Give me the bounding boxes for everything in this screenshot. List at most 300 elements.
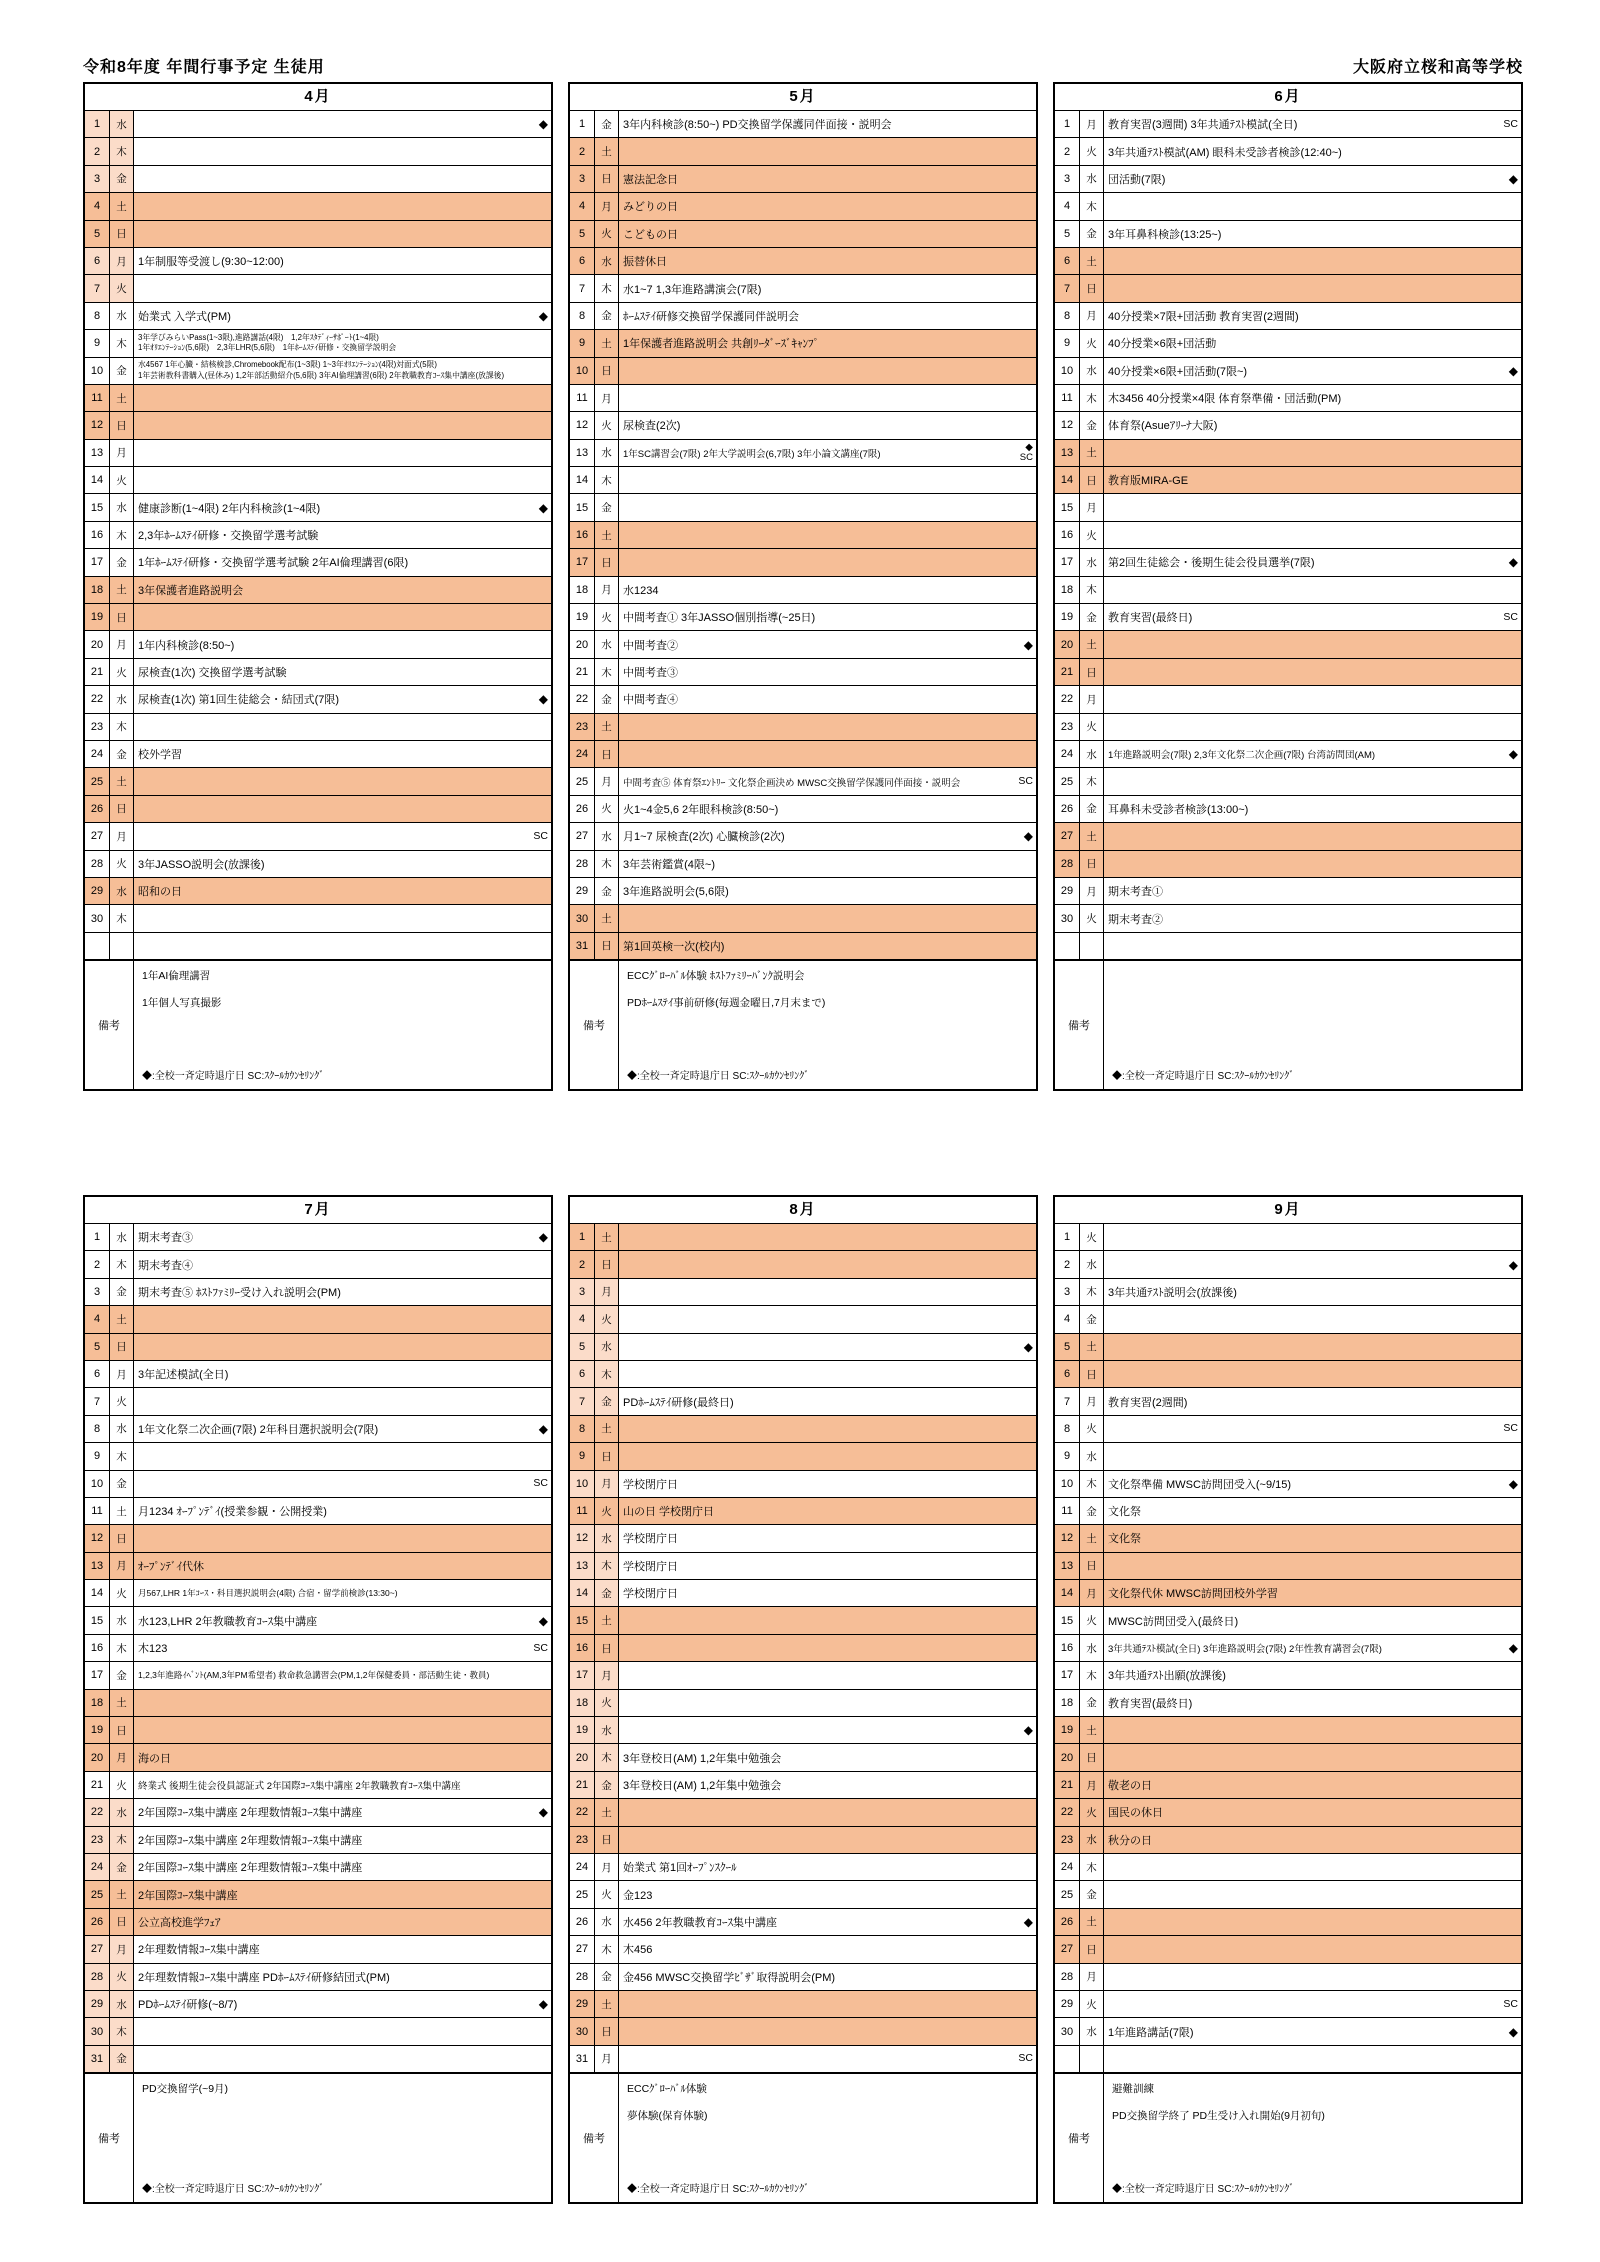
event-cell — [134, 1224, 551, 1250]
weekday-label: 水 — [110, 878, 134, 904]
weekday-label: 火 — [110, 851, 134, 877]
event-cell — [1104, 659, 1521, 685]
event-text: 木3456 40分授業×4限 体育祭準備・団活動(PM) — [1108, 393, 1342, 406]
calendar-row — [1055, 494, 1521, 521]
calendar-row — [85, 1662, 551, 1689]
day-number: 31 — [570, 933, 595, 959]
weekday-label: 木 — [1080, 193, 1104, 219]
day-number: 25 — [1055, 768, 1080, 794]
event-cell — [1104, 851, 1521, 877]
day-number: 30 — [85, 2018, 110, 2044]
deadline-diamond-icon: ◆ — [538, 1421, 548, 1436]
calendar-row — [85, 1854, 551, 1881]
event-cell — [134, 714, 551, 740]
weekday-label: 水 — [1080, 741, 1104, 767]
event-cell — [1104, 275, 1521, 301]
event-cell — [1104, 1416, 1521, 1442]
day-number: 18 — [1055, 1690, 1080, 1716]
event-cell — [619, 933, 1036, 959]
legend-text: ◆:全校一斉定時退庁日 SC:ｽｸｰﾙｶｳﾝｾﾘﾝｸﾞ — [142, 1071, 325, 1083]
event-text: 2年国際ｺｰｽ集中講座 2年理数情報ｺｰｽ集中講座 — [138, 1862, 363, 1875]
event-cell — [134, 1717, 551, 1743]
event-cell — [619, 1881, 1036, 1907]
weekday-label: 水 — [1080, 549, 1104, 575]
calendar-row — [1055, 221, 1521, 248]
day-number: 27 — [1055, 823, 1080, 849]
day-number: 6 — [1055, 1361, 1080, 1387]
event-cell — [1104, 1799, 1521, 1825]
month-table-may — [568, 82, 1038, 1091]
event-marks — [1024, 823, 1033, 849]
weekday-label: 水 — [1080, 1443, 1104, 1469]
event-cell — [619, 111, 1036, 137]
calendar-row — [570, 1881, 1036, 1908]
remarks-label: 備考 — [1055, 961, 1104, 1089]
day-number: 18 — [1055, 577, 1080, 603]
weekday-label: 木 — [110, 522, 134, 548]
weekday-label: 日 — [595, 1827, 619, 1853]
day-number: 29 — [85, 878, 110, 904]
event-text: 中間考査① 3年JASSO個別指導(~25日) — [623, 612, 816, 625]
weekday-label: 金 — [1080, 221, 1104, 247]
event-cell — [1104, 248, 1521, 274]
weekday-label: 土 — [595, 1607, 619, 1633]
event-text: みどりの日 — [623, 201, 678, 214]
calendar-row — [1055, 2046, 1521, 2073]
day-number: 27 — [570, 823, 595, 849]
calendar-row — [1055, 1799, 1521, 1826]
calendar-row — [1055, 1498, 1521, 1525]
weekday-label: 水 — [595, 1525, 619, 1551]
event-cell — [619, 878, 1036, 904]
event-cell — [619, 193, 1036, 219]
calendar-row — [570, 823, 1036, 850]
event-cell — [619, 440, 1036, 466]
day-number: 21 — [85, 1772, 110, 1798]
event-cell — [1104, 1690, 1521, 1716]
calendar-row — [85, 1909, 551, 1936]
calendar-row — [570, 1827, 1036, 1854]
weekday-label — [110, 933, 134, 959]
calendar-row — [1055, 248, 1521, 275]
calendar-row — [570, 1662, 1036, 1689]
weekday-label: 木 — [1080, 577, 1104, 603]
calendar-row — [1055, 1744, 1521, 1771]
weekday-label: 日 — [110, 1525, 134, 1551]
remarks-body — [1104, 961, 1521, 1089]
event-text: PDﾎｰﾑｽﾃｲ研修(~8/7) — [138, 1999, 238, 2012]
event-marks — [1509, 549, 1518, 575]
weekday-label — [1080, 2046, 1104, 2072]
day-number: 5 — [570, 1334, 595, 1360]
day-number: 20 — [1055, 631, 1080, 657]
event-text: 水123,LHR 2年教職教育ｺｰｽ集中講座 — [138, 1615, 318, 1628]
weekday-label: 金 — [110, 1471, 134, 1497]
event-text: 2年国際ｺｰｽ集中講座 — [138, 1889, 238, 1902]
day-number: 22 — [1055, 686, 1080, 712]
event-cell — [619, 412, 1036, 438]
weekday-label: 土 — [110, 385, 134, 411]
calendar-row — [85, 1306, 551, 1333]
day-number: 13 — [570, 1553, 595, 1579]
event-cell — [619, 494, 1036, 520]
day-number: 17 — [85, 549, 110, 575]
event-text: 中間考査③ — [623, 667, 678, 679]
calendar-row — [85, 1936, 551, 1963]
sc-mark: SC — [533, 1477, 548, 1490]
event-text: 期末考査① — [1108, 886, 1163, 899]
day-number: 12 — [570, 412, 595, 438]
weekday-label: 火 — [595, 412, 619, 438]
event-cell — [134, 138, 551, 164]
weekday-label: 木 — [595, 467, 619, 493]
event-cell — [619, 248, 1036, 274]
event-text: 教育実習(最終日) — [1108, 612, 1193, 625]
calendar-row — [570, 138, 1036, 165]
day-number: 19 — [570, 1717, 595, 1743]
weekday-label: 日 — [595, 358, 619, 384]
event-text: 団活動(7限) — [1108, 173, 1166, 186]
event-cell — [619, 1964, 1036, 1990]
event-cell — [1104, 1553, 1521, 1579]
weekday-label: 月 — [1080, 1388, 1104, 1414]
event-cell — [134, 796, 551, 822]
calendar-row — [1055, 1772, 1521, 1799]
event-text: 期末考査② — [1108, 913, 1163, 926]
event-cell — [134, 1991, 551, 2017]
weekday-label: 木 — [110, 1827, 134, 1853]
calendar-row — [1055, 467, 1521, 494]
calendar-row — [1055, 166, 1521, 193]
event-cell — [134, 1251, 551, 1277]
weekday-label: 金 — [110, 1279, 134, 1305]
event-marks — [1509, 1251, 1518, 1277]
weekday-label: 日 — [1080, 851, 1104, 877]
event-cell — [134, 1881, 551, 1907]
weekday-label: 月 — [595, 1662, 619, 1688]
event-marks — [539, 303, 548, 329]
sc-mark: SC — [533, 829, 548, 842]
event-text: 3年登校日(AM) 1,2年集中勉強会 — [623, 1780, 782, 1792]
event-cell — [134, 1334, 551, 1360]
weekday-label: 土 — [595, 522, 619, 548]
event-cell — [1104, 631, 1521, 657]
event-text: 1年ﾎｰﾑｽﾃｲ研修・交換留学選考試験 2年AI倫理講習(6限) — [138, 557, 409, 570]
calendar-row — [570, 358, 1036, 385]
calendar-row — [85, 221, 551, 248]
event-text: 月1234 ｵｰﾌﾟﾝﾃﾞｲ(授業参観・公開授業) — [138, 1506, 327, 1519]
weekday-label: 金 — [110, 358, 134, 384]
event-cell — [619, 796, 1036, 822]
calendar-row — [1055, 631, 1521, 658]
day-number: 2 — [85, 1251, 110, 1277]
day-number: 10 — [570, 1471, 595, 1497]
sc-mark: SC — [1503, 1422, 1518, 1435]
day-number: 16 — [570, 522, 595, 548]
event-cell — [619, 1580, 1036, 1606]
day-number: 6 — [570, 1361, 595, 1387]
day-number: 9 — [1055, 330, 1080, 356]
event-cell — [1104, 166, 1521, 192]
weekday-label: 月 — [1080, 686, 1104, 712]
event-marks — [539, 111, 548, 137]
remarks-row — [85, 960, 551, 1089]
event-text: 体育祭(Asueｱﾘｰﾅ大阪) — [1108, 420, 1218, 433]
day-number: 3 — [1055, 1279, 1080, 1305]
event-cell — [619, 1991, 1036, 2017]
weekday-label: 金 — [110, 166, 134, 192]
day-number: 13 — [570, 440, 595, 466]
weekday-label: 木 — [1080, 1662, 1104, 1688]
weekday-label: 火 — [110, 1388, 134, 1414]
weekday-label: 月 — [1080, 1772, 1104, 1798]
deadline-diamond-icon: ◆ — [1023, 829, 1033, 844]
calendar-row — [1055, 549, 1521, 576]
day-number: 9 — [85, 330, 110, 356]
deadline-diamond-icon: ◆ — [538, 117, 548, 132]
event-cell — [134, 1525, 551, 1551]
day-number: 4 — [85, 193, 110, 219]
calendar-row — [85, 1881, 551, 1908]
event-cell — [619, 659, 1036, 685]
calendar-row — [85, 1607, 551, 1634]
calendar-row — [1055, 1251, 1521, 1278]
calendar-row — [1055, 1471, 1521, 1498]
day-number: 26 — [570, 1909, 595, 1935]
day-number: 8 — [570, 1416, 595, 1442]
weekday-label: 木 — [595, 275, 619, 301]
weekday-label: 土 — [595, 1224, 619, 1250]
event-cell — [134, 467, 551, 493]
calendar-row — [1055, 1690, 1521, 1717]
day-number: 6 — [570, 248, 595, 274]
event-cell — [134, 604, 551, 630]
calendar-row — [85, 111, 551, 138]
weekday-label: 月 — [595, 193, 619, 219]
event-text: 学校閉庁日 — [623, 1560, 678, 1573]
day-number: 11 — [85, 1498, 110, 1524]
calendar-row — [570, 1388, 1036, 1415]
event-cell — [619, 1251, 1036, 1277]
event-cell — [134, 686, 551, 712]
weekday-label: 月 — [110, 631, 134, 657]
calendar-row — [85, 1690, 551, 1717]
day-number: 11 — [570, 385, 595, 411]
deadline-diamond-icon: ◆ — [1508, 171, 1518, 186]
day-number: 20 — [570, 631, 595, 657]
event-cell — [1104, 303, 1521, 329]
event-text — [138, 333, 535, 354]
weekday-label: 月 — [110, 823, 134, 849]
weekday-label: 火 — [1080, 138, 1104, 164]
weekday-label: 火 — [110, 1964, 134, 1990]
weekday-label: 水 — [595, 631, 619, 657]
event-cell — [1104, 440, 1521, 466]
weekday-label: 木 — [110, 1251, 134, 1277]
day-number: 23 — [570, 1827, 595, 1853]
event-text: 期末考査④ — [138, 1259, 193, 1272]
event-cell — [1104, 604, 1521, 630]
weekday-label: 火 — [1080, 1416, 1104, 1442]
day-number: 1 — [1055, 1224, 1080, 1250]
event-cell — [619, 358, 1036, 384]
day-number: 9 — [570, 330, 595, 356]
deadline-diamond-icon: ◆ — [538, 1997, 548, 2012]
weekday-label: 土 — [110, 1690, 134, 1716]
day-number: 28 — [570, 1964, 595, 1990]
weekday-label: 木 — [1080, 1854, 1104, 1880]
event-marks — [539, 494, 548, 520]
weekday-label: 土 — [595, 1799, 619, 1825]
day-number: 13 — [85, 440, 110, 466]
event-cell — [134, 741, 551, 767]
calendar-row — [1055, 741, 1521, 768]
remarks-line: ECCｸﾞﾛｰﾊﾞﾙ体験 ﾎｽﾄﾌｧﾐﾘｰﾊﾞﾝｸ説明会 — [627, 970, 805, 983]
month-title: 4月 — [85, 84, 551, 111]
weekday-label: 火 — [595, 1881, 619, 1907]
event-cell — [134, 248, 551, 274]
legend-text: ◆:全校一斉定時退庁日 SC:ｽｸｰﾙｶｳﾝｾﾘﾝｸﾞ — [1112, 2184, 1295, 2196]
event-cell — [619, 1690, 1036, 1716]
day-number: 25 — [85, 1881, 110, 1907]
event-cell — [134, 330, 551, 356]
calendar-row — [570, 275, 1036, 302]
calendar-row — [570, 1964, 1036, 1991]
day-number: 11 — [1055, 1498, 1080, 1524]
weekday-label: 日 — [110, 604, 134, 630]
calendar-row — [85, 1416, 551, 1443]
weekday-label: 日 — [595, 741, 619, 767]
calendar-row — [85, 1991, 551, 2018]
day-number: 7 — [1055, 1388, 1080, 1414]
calendar-row — [85, 358, 551, 385]
weekday-label — [1080, 933, 1104, 959]
day-number: 28 — [85, 851, 110, 877]
weekday-label: 火 — [1080, 905, 1104, 931]
deadline-diamond-icon: ◆ — [1025, 441, 1033, 453]
day-number: 14 — [570, 467, 595, 493]
event-text: 1年保護者進路説明会 共創ﾘｰﾀﾞｰｽﾞｷｬﾝﾌﾟ — [623, 338, 820, 351]
remarks-label: 備考 — [570, 2074, 619, 2202]
calendar-row — [85, 577, 551, 604]
month-title: 7月 — [85, 1197, 551, 1224]
event-text: 1年進路講話(7限) — [1108, 2026, 1194, 2039]
day-number: 7 — [85, 275, 110, 301]
weekday-label: 金 — [595, 303, 619, 329]
calendar-row — [1055, 385, 1521, 412]
calendar-row — [1055, 440, 1521, 467]
event-marks — [1024, 1717, 1033, 1743]
day-number: 20 — [570, 1744, 595, 1770]
calendar-row — [570, 1279, 1036, 1306]
day-number: 1 — [85, 1224, 110, 1250]
legend-text: ◆:全校一斉定時退庁日 SC:ｽｸｰﾙｶｳﾝｾﾘﾝｸﾞ — [142, 2184, 325, 2196]
weekday-label: 水 — [595, 1334, 619, 1360]
weekday-label: 日 — [110, 1909, 134, 1935]
event-marks — [1509, 741, 1518, 767]
weekday-label: 火 — [1080, 522, 1104, 548]
calendar-row — [1055, 714, 1521, 741]
weekday-label: 日 — [110, 412, 134, 438]
event-text: 教育実習(3週間) 3年共通ﾃｽﾄ模試(全日) — [1108, 119, 1298, 132]
day-number: 10 — [1055, 1471, 1080, 1497]
calendar-row — [85, 1251, 551, 1278]
calendar-row — [85, 851, 551, 878]
calendar-row — [1055, 1717, 1521, 1744]
day-number: 29 — [1055, 1991, 1080, 2017]
calendar-row — [1055, 851, 1521, 878]
event-text: 3年芸術鑑賞(4限~) — [623, 858, 715, 871]
event-text: 期末考査⑤ ﾎｽﾄﾌｧﾐﾘｰ受け入れ説明会(PM) — [138, 1286, 341, 1299]
event-cell — [619, 166, 1036, 192]
deadline-diamond-icon: ◆ — [1508, 1641, 1518, 1656]
weekday-label: 月 — [1080, 878, 1104, 904]
weekday-label: 日 — [595, 1635, 619, 1661]
event-cell — [134, 1690, 551, 1716]
event-cell — [1104, 1306, 1521, 1332]
calendar-row — [1055, 933, 1521, 960]
remarks-line: 1年個人写真撮影 — [142, 997, 222, 1010]
event-cell — [134, 221, 551, 247]
event-cell — [134, 1498, 551, 1524]
calendar-row — [1055, 111, 1521, 138]
event-cell — [619, 385, 1036, 411]
event-cell — [134, 522, 551, 548]
day-number: 4 — [1055, 1306, 1080, 1332]
calendar-row — [570, 2046, 1036, 2073]
remarks-label: 備考 — [85, 961, 134, 1089]
deadline-diamond-icon: ◆ — [1023, 1339, 1033, 1354]
weekday-label: 日 — [1080, 1744, 1104, 1770]
weekday-label: 金 — [595, 878, 619, 904]
event-cell — [1104, 1936, 1521, 1962]
event-text: こどもの日 — [623, 228, 678, 241]
day-number: 18 — [85, 1690, 110, 1716]
day-number: 18 — [570, 577, 595, 603]
calendar-row — [570, 385, 1036, 412]
day-number: 25 — [1055, 1881, 1080, 1907]
weekday-label: 木 — [595, 1361, 619, 1387]
event-cell — [619, 1635, 1036, 1661]
calendar-row — [570, 659, 1036, 686]
calendar-row — [570, 193, 1036, 220]
calendar-row — [85, 385, 551, 412]
weekday-label: 日 — [595, 1251, 619, 1277]
event-line: 1年芸術教科書購入(昼休み) 1,2年部活動紹介(5,6限) 3年AI倫理講習(6限) 2年教職教育ｺｰｽ集中講座(放課後) — [138, 370, 505, 380]
day-number: 5 — [85, 221, 110, 247]
event-cell — [134, 1799, 551, 1825]
event-line: 水4567 1年心臓・結核検診,Chromebook配布(1~3限) 1~3年ｵﾘｴﾝﾃｰｼｮﾝ(4限)対面式(5限) — [138, 360, 437, 370]
weekday-label: 土 — [1080, 1334, 1104, 1360]
event-cell — [619, 467, 1036, 493]
calendar-row — [1055, 768, 1521, 795]
day-number: 1 — [1055, 111, 1080, 137]
weekday-label: 火 — [1080, 1799, 1104, 1825]
weekday-label: 月 — [595, 385, 619, 411]
event-cell — [134, 905, 551, 931]
event-cell — [1104, 905, 1521, 931]
weekday-label: 木 — [595, 659, 619, 685]
day-number: 15 — [570, 1607, 595, 1633]
calendar-row — [570, 1498, 1036, 1525]
calendar-row — [1055, 686, 1521, 713]
day-number: 21 — [1055, 659, 1080, 685]
weekday-label: 木 — [110, 138, 134, 164]
month-title: 8月 — [570, 1197, 1036, 1224]
event-text: 3年JASSO説明会(放課後) — [138, 858, 265, 871]
event-cell — [1104, 577, 1521, 603]
legend-text: ◆:全校一斉定時退庁日 SC:ｽｸｰﾙｶｳﾝｾﾘﾝｸﾞ — [627, 2184, 810, 2196]
